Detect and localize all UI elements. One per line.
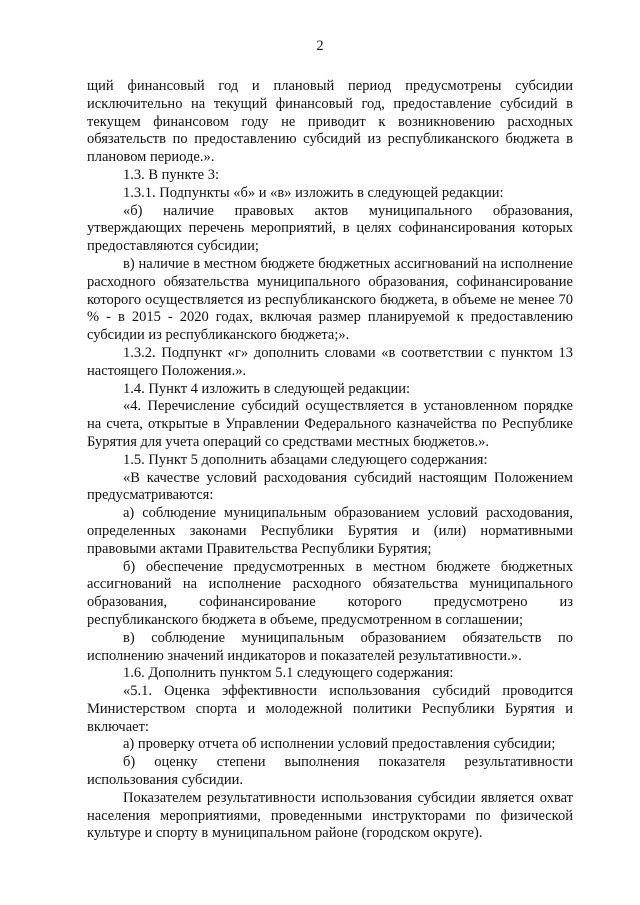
paragraph: «б) наличие правовых актов муниципального образования, утверждающих перечень мероприятий, в целях софинансирования которых предоставляются субсидии; <box>87 202 573 255</box>
paragraph: а) соблюдение муниципальным образованием условий расходования, определенных законами Республики Бурятия и (или) нормативными правовыми актами Правительства Республики Бурятия; <box>87 505 573 557</box>
paragraph: в) наличие в местном бюджете бюджетных ассигнований на исполнение расходного обязательства муниципального образования, софинансирование которого осуществляется из республиканского бюджета, в объеме не менее 70 % - в 2015 - 2020 годах, включая размер планируемой к предоставлению субсидии из республиканского бюджета;». <box>87 255 573 344</box>
paragraph: б) оценку степени выполнения показателя результативности использования субсидии. <box>87 754 573 789</box>
paragraph: б) обеспечение предусмотренных в местном бюджете бюджетных ассигнований на исполнение расходного обязательства муниципального образования, софинансирование которого предусмотрено из республиканского бюджета в объеме, предусмотренном в соглашении; <box>87 558 573 628</box>
paragraph: в) соблюдение муниципальным образованием обязательств по исполнению значений индикаторов и показателей результативности.». <box>87 629 573 664</box>
paragraph: а) проверку отчета об исполнении условий предоставления субсидии; <box>123 736 556 753</box>
page-number: 2 <box>316 38 324 54</box>
paragraph: щий финансовый год и плановый период предусмотрены субсидии исключительно на текущий финансовый год, предоставление субсидий в текущем финансовом году не приводит к возникновению расходных обязательств по предоставлению субсидий из республиканского бюджета в плановом периоде.». <box>87 78 573 166</box>
paragraph: 1.6. Дополнить пунктом 5.1 следующего содержания: <box>123 665 454 682</box>
paragraph: 1.3.2. Подпункт «г» дополнить словами «в соответствии с пунктом 13 настоящего Положения.». <box>87 344 573 379</box>
paragraph: 1.3.1. Подпункты «б» и «в» изложить в следующей редакции: <box>123 184 504 201</box>
paragraph: «4. Перечисление субсидий осуществляется в установленном порядке на счета, открытые в Управлении Федерального казначейства по Республике Бурятия для учета операций со средствами местных бюджетов.». <box>87 398 573 450</box>
paragraph: 1.3. В пункте 3: <box>123 166 219 183</box>
paragraph: Показателем результативности использования субсидии является охват населения мероприятиями, проведенными инструкторами по физической культуре и спорту в муниципальном районе (городском округе). <box>87 789 573 842</box>
paragraph: «В качестве условий расходования субсидий настоящим Положением предусматриваются: <box>87 469 573 504</box>
paragraph: 1.4. Пункт 4 изложить в следующей редакции: <box>123 380 411 397</box>
paragraph: «5.1. Оценка эффективности использования субсидий проводится Министерством спорта и молодежной политики Республики Бурятия и включает: <box>87 683 573 735</box>
document-body <box>87 78 573 843</box>
paragraph: 1.5. Пункт 5 дополнить абзацами следующего содержания: <box>123 451 488 468</box>
